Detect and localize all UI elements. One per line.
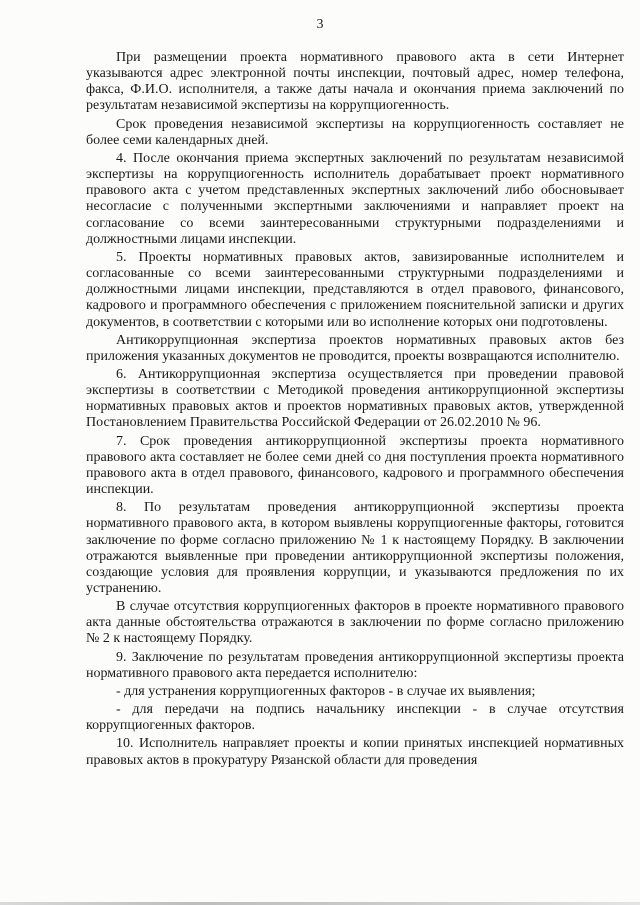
paragraph-item-10: 10. Исполнитель направляет проекты и копии принятых инспекцией нормативных правовых актов в прокуратуру Рязанской области для проведения [86, 736, 624, 768]
paragraph-item-6: 6. Антикоррупционная экспертиза осуществляется при проведении правовой экспертизы в соответствии с Методикой проведения антикоррупционной экспертизы нормативных правовых актов и проектов нормативных правовых актов, утвержденной Постановлением Правительства Российской Федерации от 26.02.2010 № 96. [86, 366, 624, 431]
paragraph-item-8: 8. По результатам проведения антикоррупционной экспертизы проекта нормативного правового акта, в котором выявлены коррупциогенные факторы, готовится заключение по форме согласно приложению № 1 к настоящему Порядку. В заключении отражаются выявленные при проведении антикоррупционной экспертизы положения, создающие условия для проявления коррупции, и указываются предложения по их устранению. [86, 500, 624, 596]
list-item-eliminate-factors: - для устранения коррупциогенных факторов - в случае их выявления; [116, 683, 536, 699]
paragraph-review-not-conducted: Антикоррупционная экспертиза проектов нормативных правовых актов без приложения указанных документов не проводится, проекты возвращаются исполнителю. [86, 332, 624, 364]
paragraph-item-4: 4. После окончания приема экспертных заключений по результатам независимой экспертизы на коррупциогенность исполнитель дорабатывает проект нормативного правового акта с учетом представленных экспертных заключений либо обосновывает несогласие с полученными экспертными заключениями и направляет проект на согласование со всеми заинтересованными структурными подразделениями и должностными лицами инспекции. [86, 150, 624, 247]
paragraph-item-5: 5. Проекты нормативных правовых актов, завизированные исполнителем и согласованные со всеми заинтересованными структурными подразделениями и должностными лицами инспекции, представляются в отдел правового, финансового, кадрового и программного обеспечения с приложением пояснительной записки и других документов, в соответствии с которыми или во исполнение которых они подготовлены. [86, 249, 624, 330]
paragraph-independent-review-term: Срок проведения независимой экспертизы на коррупциогенность составляет не более семи календарных дней. [86, 116, 624, 148]
paragraph-item-7: 7. Срок проведения антикоррупционной экспертизы проекта нормативного правового акта составляет не более семи дней со дня поступления проекта нормативного правового акта в отдел правового, финансового, кадрового и программного обеспечения инспекции. [86, 433, 624, 498]
list-item-transfer-for-signature: - для передачи на подпись начальнику инспекции - в случае отсутствия коррупциогенных факторов. [86, 702, 624, 734]
paragraph-item-9: 9. Заключение по результатам проведения антикоррупционной экспертизы проекта нормативного правового акта передается исполнителю: [86, 649, 624, 681]
document-body [86, 50, 624, 771]
page-number: 3 [316, 17, 324, 32]
paragraph-no-corruption-factors: В случае отсутствия коррупциогенных факторов в проекте нормативного правового акта данные обстоятельства отражаются в заключении по форме согласно приложению № 2 к настоящему Порядку. [86, 599, 624, 647]
paragraph-internet-publication: При размещении проекта нормативного правового акта в сети Интернет указываются адрес электронной почты инспекции, почтовый адрес, номер телефона, факса, Ф.И.О. исполнителя, а также даты начала и окончания приема заключений по результатам независимой экспертизы на коррупциогенность. [86, 50, 624, 114]
